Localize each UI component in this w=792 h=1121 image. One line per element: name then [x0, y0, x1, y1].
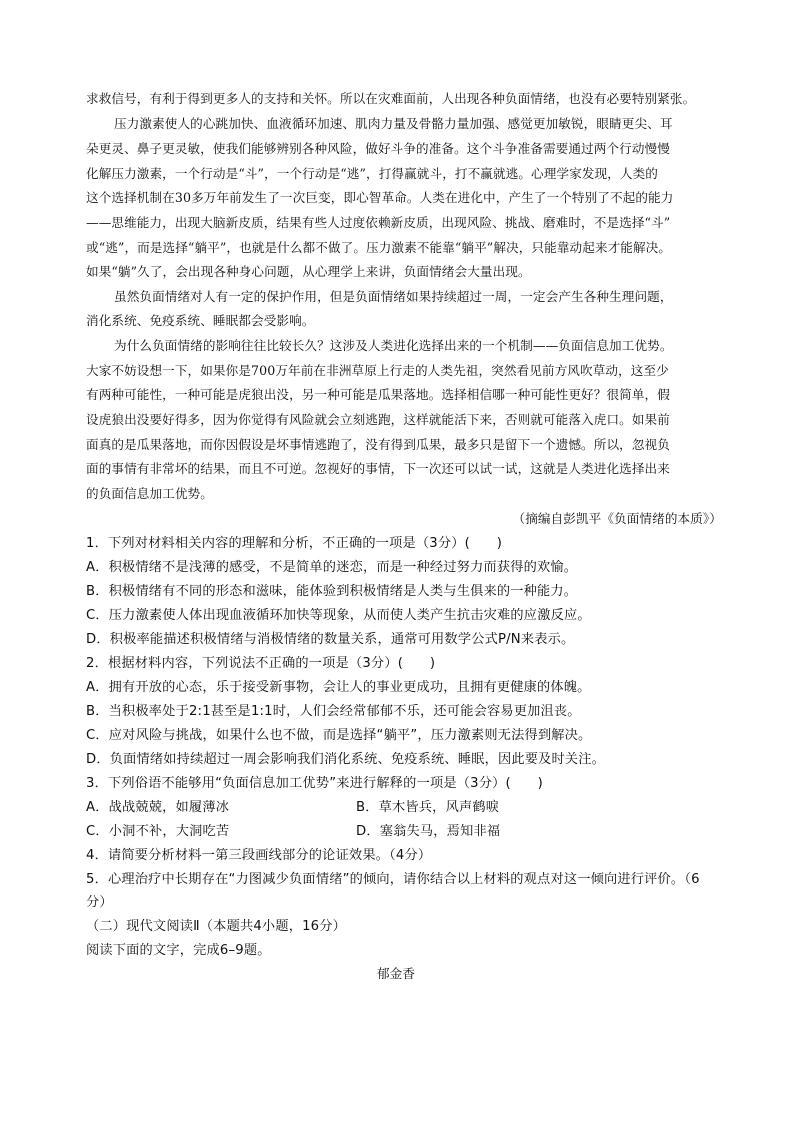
passage-line: 设虎狼出没要好得多，因为你觉得有风险就会立刻逃跑，这样就能活下来，否则就可能落入虎口。如果前 [86, 412, 670, 427]
question-2-option-c: C．应对风险与挑战，如果什么也不做，而是选择“躺平”，压力激素则无法得到解决。 [86, 728, 592, 743]
passage-line: 压力激素使人的心跳加快、血液循环加速、肌肉力量及骨骼力量加强、感觉更加敏锐，眼睛更尖、耳 [114, 116, 673, 131]
question-1-option-d: D．积极率能描述积极情绪与消极情绪的数量关系，通常可用数学公式P/N来表示。 [86, 632, 575, 647]
question-1-option-b: B．积极情绪有不同的形态和滋味，能体验到积极情绪是人类与生俱来的一种能力。 [86, 584, 578, 599]
question-2-stem: 2．根据材料内容，下列说法不正确的一项是（3分）( ) [86, 656, 436, 671]
question-3-option-a: A．战战兢兢，如履薄冰 [86, 800, 230, 815]
question-4: 4．请简要分析材料一第三段画线部分的论证效果。（4分） [86, 848, 432, 863]
question-2-option-a: A．拥有开放的心态，乐于接受新事物，会让人的事业更成功，且拥有更健康的体魄。 [86, 680, 591, 695]
question-1-option-c: C．压力激素使人体出现血液循环加快等现象，从而使人类产生抗击灾难的应激反应。 [86, 608, 591, 623]
passage-line: 或“逃”，而是选择“躺平”，也就是什么都不做了。压力激素不能靠“躺平”解决，只能靠动起来才能解决。 [86, 240, 672, 255]
passage-line: 面的事情有非常坏的结果，而且不可逆。忽视好的事情，下一次还可以试一试，这就是人类进化选择出来 [86, 461, 670, 476]
passage-line: 如果“躺”久了，会出现各种身心问题，从心理学上来讲，负面情绪会大量出现。 [86, 264, 531, 279]
passage-source: （摘编自彭凯平《负面情绪的本质》） [512, 511, 722, 526]
article-title: 郁金香 [376, 966, 416, 981]
section-instruction: 阅读下面的文字，完成6–9题。 [86, 943, 271, 958]
passage-line: 为什么负面情绪的影响往往比较长久？这涉及人类进化选择出来的一个机制——负面信息加工优势。 [114, 338, 673, 353]
question-5-line-2: 分） [86, 895, 113, 910]
passage-line: 化解压力激素，一个行动是“斗”，一个行动是“逃”，打得赢就斗，打不赢就逃。心理学家发现，人类的 [86, 166, 658, 181]
passage-line: 大家不妨设想一下，如果你是700万年前在非洲草原上行走的人类先祖，突然看见前方风吹草动，这至少 [86, 363, 669, 378]
question-5-line-1: 5．心理治疗中长期存在“力图减少负面情绪”的倾向，请你结合以上材料的观点对这一倾向进行评价。（6 [86, 872, 700, 887]
question-2-option-b: B．当积极率处于2:1甚至是1:1时，人们会经常郁郁不乐，还可能会容易更加沮丧。 [86, 704, 581, 719]
passage-line: 求救信号，有利于得到更多人的支持和关怀。所以在灾难面前，人出现各种负面情绪，也没有必要特别紧张。 [86, 91, 696, 106]
section-heading: （二）现代文阅读Ⅱ（本题共4小题，16分） [86, 919, 347, 934]
question-3-option-d: D．塞翁失马，焉知非福 [356, 824, 501, 839]
passage-line: 消化系统、免疫系统、睡眠都会受影响。 [86, 313, 315, 328]
passage-line: 的负面信息加工优势。 [86, 486, 213, 501]
passage-line: ——思维能力，出现大脑新皮质，结果有些人过度依赖新皮质，出现风险、挑战、磨难时，不是选择“斗” [86, 215, 671, 230]
passage-line: 这个选择机制在30多万年前发生了一次巨变，即心智革命。人类在进化中，产生了一个特别了不起的能力 [86, 190, 674, 205]
passage-line: 有两种可能性，一种可能是虎狼出没，另一种可能是瓜果落地。选择相信哪一种可能性更好？很简单，假 [86, 387, 670, 402]
passage-line: 朵更灵、鼻子更灵敏，使我们能够辨别各种风险，做好斗争的准备。这个斗争准备需要通过两个行动慢慢 [86, 141, 670, 156]
question-2-option-d: D．负面情绪如持续超过一周会影响我们消化系统、免疫系统、睡眠，因此要及时关注。 [86, 752, 606, 767]
question-1-stem: 1．下列对材料相关内容的理解和分析，不正确的一项是（3分）( ) [86, 536, 503, 551]
question-3-stem: 3．下列俗语不能够用“负面信息加工优势”来进行解释的一项是（3分）( ) [86, 776, 543, 791]
question-1-option-a: A．积极情绪不是浅薄的感受，不是简单的迷恋，而是一种经过努力而获得的欢愉。 [86, 560, 578, 575]
question-3-option-c: C．小洞不补，大洞吃苦 [86, 824, 230, 839]
passage-line: 虽然负面情绪对人有一定的保护作用，但是负面情绪如果持续超过一周，一定会产生各种生理问题， [114, 289, 673, 304]
question-3-option-b: B．草木皆兵，风声鹤唳 [356, 800, 500, 815]
passage-line: 面真的是瓜果落地，而你因假设是坏事情逃跑了，没有得到瓜果，最多只是留下一个遗憾。所以，忽视负 [86, 437, 670, 452]
